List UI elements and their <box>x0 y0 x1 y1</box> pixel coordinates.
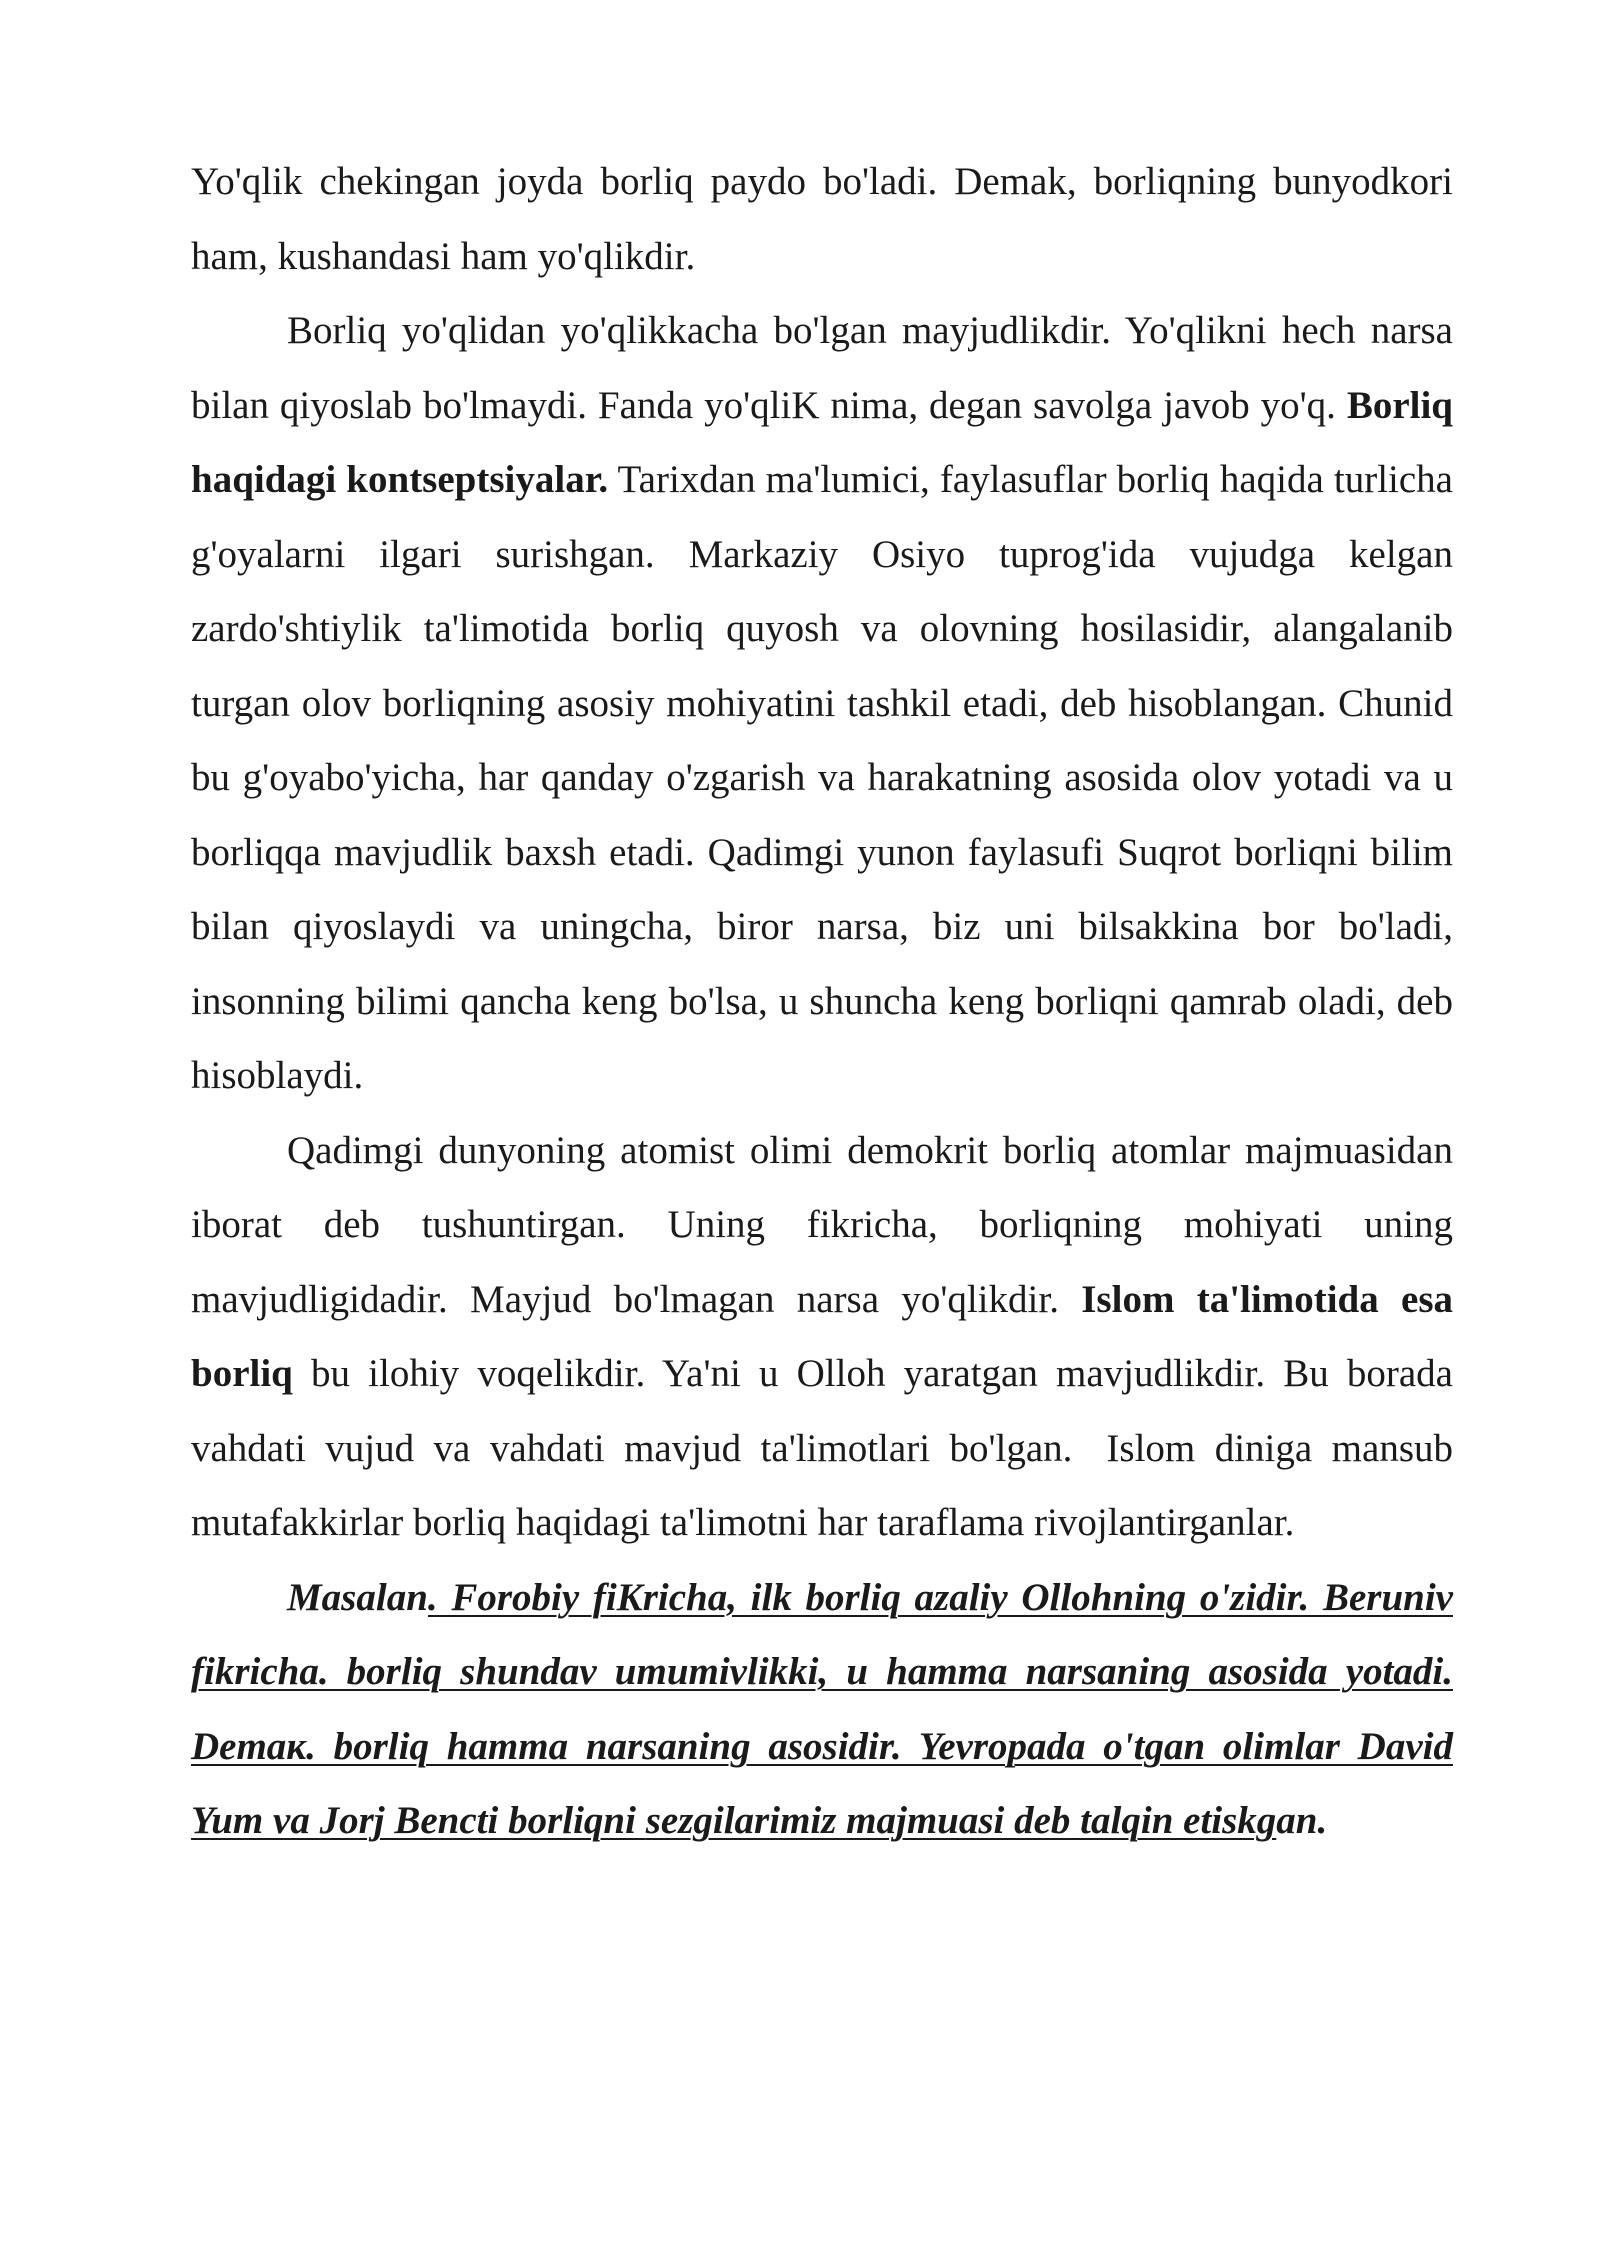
heading-borliq-concepts: Borliq haqidagi kontseptsiyalar. <box>191 383 1453 501</box>
paragraph-2-text-a: Borliq yo'qlidan yo'qlikkacha bo'lgan mayjudlikdir. Yo'qlikni hech narsa bilan qiyoslab bo'lmaydi. Fanda yo'qliK nima, degan savolga javob yo'q. <box>191 309 1453 427</box>
paragraph-2-text-b: Tarixdan ma'lumici, faylasuflar borliq haqida turlicha g'oyalarni ilgari surishgan. Markaziy Osiyo tuprog'ida vujudga kelgan zardo'shtiylik ta'limotida borliq quyosh va olovning hosilasidir, alangalanib turgan olov borliqning asosiy mohiyatini tashkil etadi, deb hisoblangan. Chunid bu g'oyabo'yicha, har qanday o'zgarish va harakatning asosida olov yotadi va u borliqqa mavjudlik baxsh etadi. Qadimgi yunon faylasufi Suqrot borliqni bilim bilan qiyoslaydi va uningcha, biror narsa, biz uni bilsakkina bor bo'ladi, insonning bilimi qancha keng bo'lsa, u shuncha keng borliqni qamrab oladi, deb hisoblaydi. <box>191 458 1453 1097</box>
paragraph-3-text-b: bu ilohiy voqelikdir. Ya'ni u Olloh yaratgan mavjudlikdir. Bu borada vahdati vujud va vahdati mavjud ta'limotlari bo'lgan. <box>191 1352 1453 1470</box>
document-page <box>191 145 1453 1859</box>
paragraph-1 <box>191 145 1453 294</box>
paragraph-3-text-a: Qadimgi dunyoning atomist olimi demokrit borliq atomlar majmuasidan iborat deb tushuntirgan. Uning fikricha, borliqning mohiyati uning mavjudligidadir. Mayjud bo'lmagan narsa yo'qlikdir. <box>191 1128 1453 1321</box>
paragraph-4-underlined-b: sezgilarimiz majmuasi deb talqin etiskg <box>645 1799 1277 1842</box>
paragraph-4-lead: Masalan <box>287 1575 428 1619</box>
paragraph-4 <box>191 1561 1453 1859</box>
paragraph-4-tail: an. <box>1276 1799 1328 1842</box>
paragraph-4-underlined-a: . Forobiy fiKricha, ilk borliq azaliy Ollohning o'zidir. Beruniv fikricha. borliq shundav umumivlikki, u hamma narsaning asosida yotadi. Demaк. borliq hamma narsaning asosidir. Yevropada o'tgan olimlar David Yum va Jorj Bencti borliqni <box>191 1575 1453 1842</box>
paragraph-3-text-c: Islom diniga mansub mutafakkirlar borliq haqidagi ta'limotni har taraflama rivojlantirganlar. <box>191 1426 1453 1544</box>
paragraph-1-text: Yo'qlik chekingan joyda borliq paydo bo'ladi. Demak, borliqning bunyodkori ham, kushandasi ham yo'qlikdir. <box>191 160 1453 278</box>
bold-islam-teaching: Islom ta'limotida esa borliq <box>191 1277 1453 1395</box>
paragraph-3 <box>191 1114 1453 1561</box>
paragraph-2 <box>191 294 1453 1114</box>
